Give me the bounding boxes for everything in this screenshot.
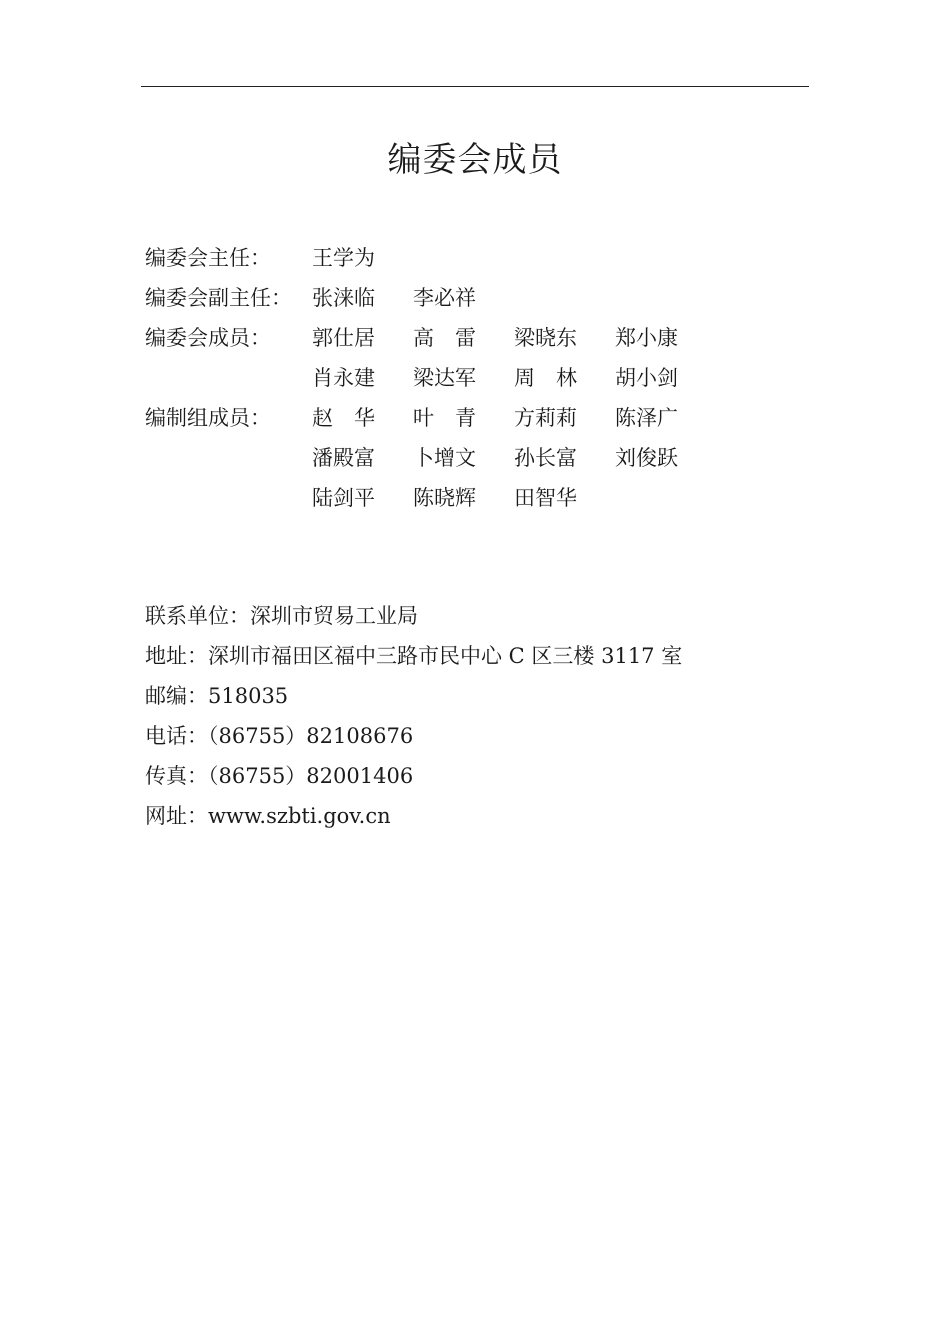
member-name: 高 雷 xyxy=(413,326,476,350)
member-names xyxy=(312,238,413,278)
member-name: 张涞临 xyxy=(312,286,375,310)
member-names xyxy=(312,478,615,518)
member-name: 陆剑平 xyxy=(312,486,375,510)
member-names xyxy=(312,318,716,358)
member-name: 赵 华 xyxy=(312,406,375,430)
member-name: 王学为 xyxy=(312,246,375,270)
member-name: 田智华 xyxy=(514,486,577,510)
role-label: 编委会副主任： xyxy=(145,286,292,310)
page-title: 编委会成员 xyxy=(387,140,563,180)
member-name: 陈泽广 xyxy=(615,406,678,430)
role-label: 编委会主任： xyxy=(145,246,271,270)
member-name: 潘殿富 xyxy=(312,446,375,470)
contact-phone: 电话：（86755）82108676 xyxy=(145,724,414,748)
role-label: 编委会成员： xyxy=(145,326,271,350)
role-label: 编制组成员： xyxy=(145,406,271,430)
member-name: 郭仕居 xyxy=(312,326,375,350)
member-name: 卜增文 xyxy=(413,446,476,470)
member-name: 肖永建 xyxy=(312,366,375,390)
contact-address: 地址：深圳市福田区福中三路市民中心 C 区三楼 3117 室 xyxy=(145,644,683,668)
member-name: 方莉莉 xyxy=(514,406,577,430)
member-name: 李必祥 xyxy=(413,286,476,310)
member-name: 陈晓辉 xyxy=(413,486,476,510)
contact-website: 网址：www.szbti.gov.cn xyxy=(145,804,391,828)
header-rule xyxy=(141,86,809,87)
contact-postcode: 邮编：518035 xyxy=(145,684,289,708)
member-name: 郑小康 xyxy=(615,326,678,350)
contact-fax: 传真：（86755）82001406 xyxy=(145,764,414,788)
member-name: 胡小剑 xyxy=(615,366,678,390)
member-names xyxy=(312,438,716,478)
member-names xyxy=(312,278,514,318)
contact-info xyxy=(145,596,682,836)
member-name: 孙长富 xyxy=(514,446,577,470)
member-names xyxy=(312,398,716,438)
member-names xyxy=(312,358,716,398)
member-name: 梁达军 xyxy=(413,366,476,390)
member-name: 刘俊跃 xyxy=(615,446,678,470)
member-name: 梁晓东 xyxy=(514,326,577,350)
contact-unit: 联系单位：深圳市贸易工业局 xyxy=(145,604,418,628)
member-name: 周 林 xyxy=(514,366,577,390)
member-name: 叶 青 xyxy=(413,406,476,430)
